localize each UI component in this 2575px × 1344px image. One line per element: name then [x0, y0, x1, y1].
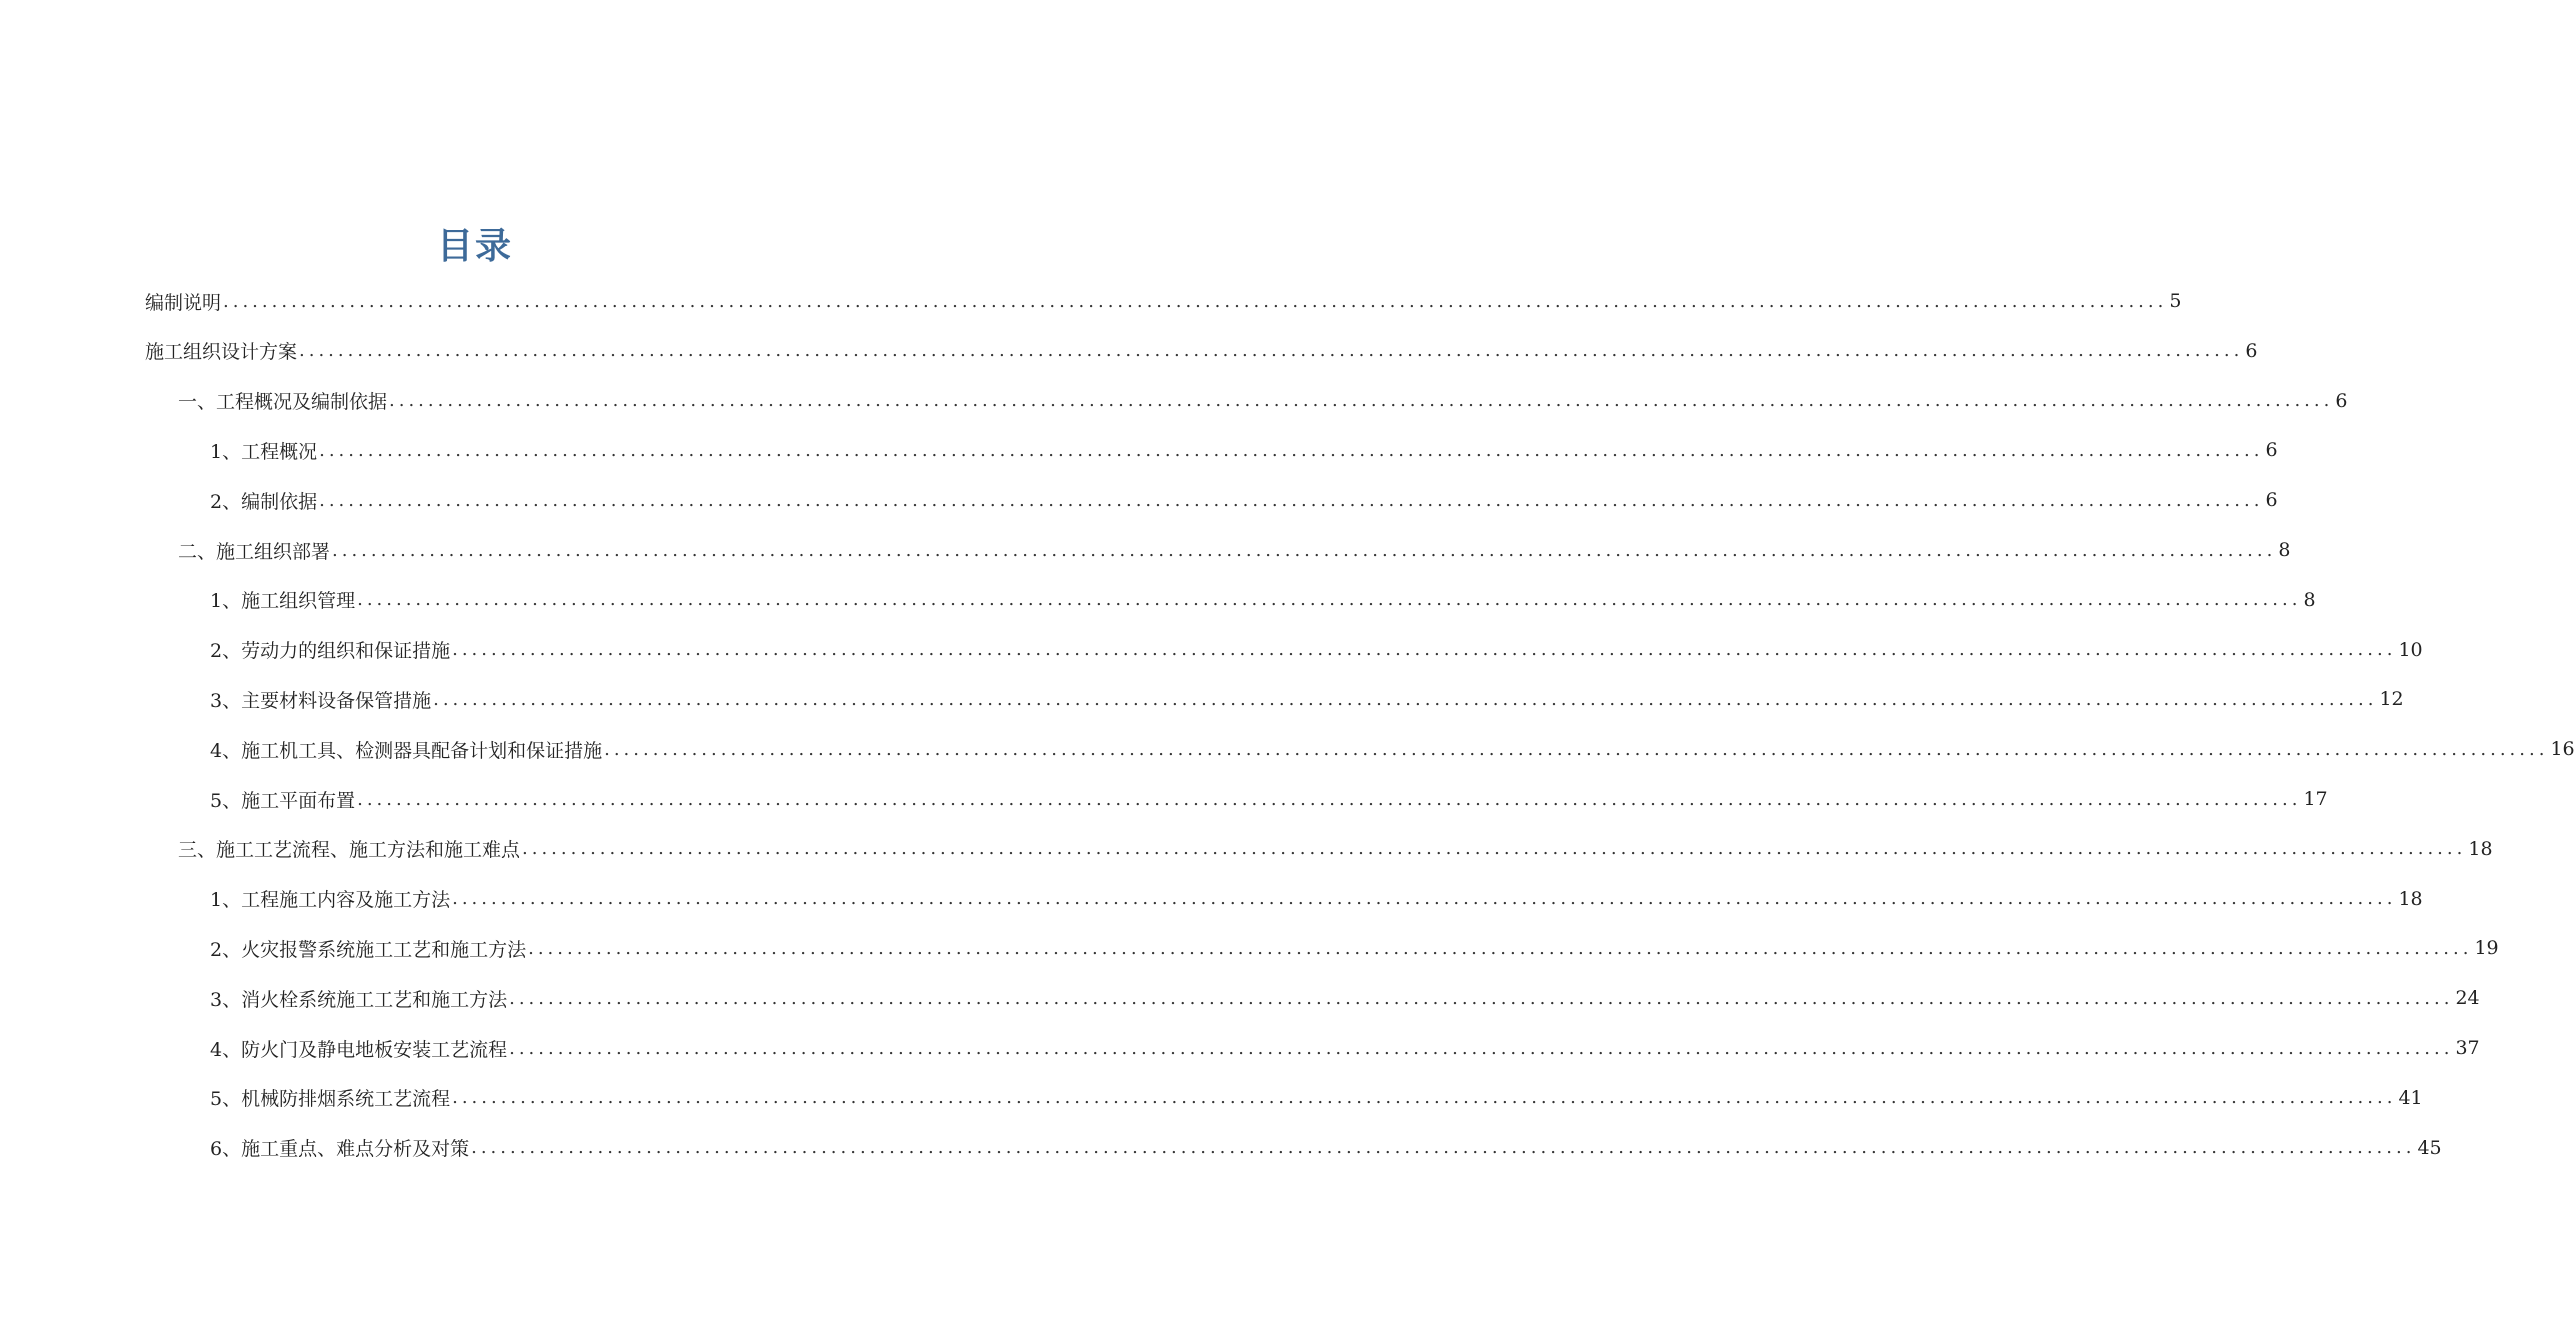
toc-page-number: 19	[2474, 937, 2499, 960]
toc-entry[interactable]	[210, 973, 2480, 1023]
toc-entry[interactable]	[210, 425, 2278, 475]
toc-entry-label: 编制说明	[145, 291, 222, 314]
toc-dot-leader: ........................................................................................................................................................................................................	[299, 340, 2244, 362]
toc-entry[interactable]	[210, 475, 2278, 525]
toc-entry[interactable]	[145, 326, 2258, 376]
toc-entry-label: 二、施工组织部署	[178, 540, 331, 563]
toc-dot-leader: ........................................................................................................................................................................................................	[319, 439, 2264, 461]
toc-entry-label: 3、消火栓系统施工工艺和施工方法	[210, 988, 508, 1011]
toc-entry-label: 1、工程施工内容及施工方法	[210, 889, 451, 912]
toc-page-number: 6	[2245, 339, 2258, 362]
toc-page-number: 6	[2335, 389, 2348, 412]
toc-entry-label: 5、机械防排烟系统工艺流程	[210, 1088, 451, 1111]
toc-dot-leader: ........................................................................................................................................................................................................	[604, 738, 2549, 760]
toc-dot-leader: ........................................................................................................................................................................................................	[332, 539, 2277, 561]
toc-page-number: 16	[2550, 738, 2575, 761]
toc-page-number: 8	[2303, 588, 2316, 611]
toc-entry-label: 4、防火门及静电地板安装工艺流程	[210, 1038, 508, 1061]
toc-dot-leader: ........................................................................................................................................................................................................	[509, 987, 2454, 1009]
toc-entry[interactable]	[178, 824, 2493, 874]
toc-page-number: 10	[2398, 638, 2423, 661]
toc-page-number: 12	[2379, 688, 2404, 711]
toc-page-number: 45	[2417, 1136, 2442, 1159]
toc-entry[interactable]	[210, 874, 2423, 924]
toc-page-number: 5	[2169, 290, 2182, 312]
toc-dot-leader: ........................................................................................................................................................................................................	[223, 290, 2168, 312]
toc-dot-leader: ........................................................................................................................................................................................................	[471, 1137, 2416, 1159]
toc-entry-label: 三、施工工艺流程、施工方法和施工难点	[178, 839, 521, 862]
toc-page-number: 8	[2278, 539, 2291, 561]
toc-entry-label: 2、火灾报警系统施工工艺和施工方法	[210, 938, 527, 961]
toc-entry-label: 1、工程概况	[210, 440, 318, 463]
toc-entry-label: 1、施工组织管理	[210, 590, 356, 613]
toc-dot-leader: ........................................................................................................................................................................................................	[433, 688, 2378, 710]
toc-page-number: 17	[2303, 788, 2328, 810]
toc-entry-label: 2、劳动力的组织和保证措施	[210, 640, 451, 663]
toc-entry[interactable]	[178, 525, 2291, 575]
toc-page-number: 6	[2265, 489, 2278, 512]
toc-dot-leader: ........................................................................................................................................................................................................	[357, 589, 2302, 611]
toc-page-number: 18	[2398, 887, 2423, 910]
toc-dot-leader: ........................................................................................................................................................................................................	[319, 489, 2264, 511]
toc-page-number: 24	[2455, 987, 2480, 1010]
toc-entry[interactable]	[145, 276, 2182, 326]
toc-entry[interactable]	[210, 1023, 2480, 1073]
toc-page-number: 41	[2398, 1086, 2423, 1109]
toc-entry[interactable]	[210, 923, 2499, 973]
toc-dot-leader: ........................................................................................................................................................................................................	[452, 639, 2397, 661]
toc-page-number: 18	[2468, 837, 2493, 860]
toc-page-number: 37	[2455, 1037, 2480, 1059]
toc-entry-label: 4、施工机工具、检测器具配备计划和保证措施	[210, 739, 603, 762]
toc-dot-leader: ........................................................................................................................................................................................................	[509, 1037, 2454, 1059]
toc-dot-leader: ........................................................................................................................................................................................................	[522, 838, 2467, 860]
toc-dot-leader: ........................................................................................................................................................................................................	[528, 937, 2473, 959]
toc-entry-label: 3、主要材料设备保管措施	[210, 689, 432, 712]
toc-entry-label: 施工组织设计方案	[145, 341, 298, 364]
toc-entry[interactable]	[210, 774, 2328, 824]
toc-entry[interactable]	[210, 674, 2404, 724]
toc-entry[interactable]	[210, 575, 2316, 625]
toc-entry-label: 6、施工重点、难点分析及对策	[210, 1138, 470, 1161]
toc-entry-label: 2、编制依据	[210, 490, 318, 513]
toc-entry-label: 5、施工平面布置	[210, 789, 356, 812]
toc-entry[interactable]	[178, 376, 2348, 426]
toc-entry[interactable]	[210, 1123, 2442, 1173]
toc-dot-leader: ........................................................................................................................................................................................................	[389, 390, 2334, 412]
toc-entry[interactable]	[210, 1073, 2423, 1123]
toc-entry[interactable]	[210, 724, 2575, 774]
toc-dot-leader: ........................................................................................................................................................................................................	[452, 1087, 2397, 1109]
toc-entry[interactable]	[210, 625, 2423, 675]
toc-dot-leader: ........................................................................................................................................................................................................	[357, 788, 2302, 810]
toc-page-number: 6	[2265, 439, 2278, 462]
toc-entry-label: 一、工程概况及编制依据	[178, 391, 388, 414]
toc-title: 目录	[436, 226, 513, 267]
toc-dot-leader: ........................................................................................................................................................................................................	[452, 888, 2397, 910]
